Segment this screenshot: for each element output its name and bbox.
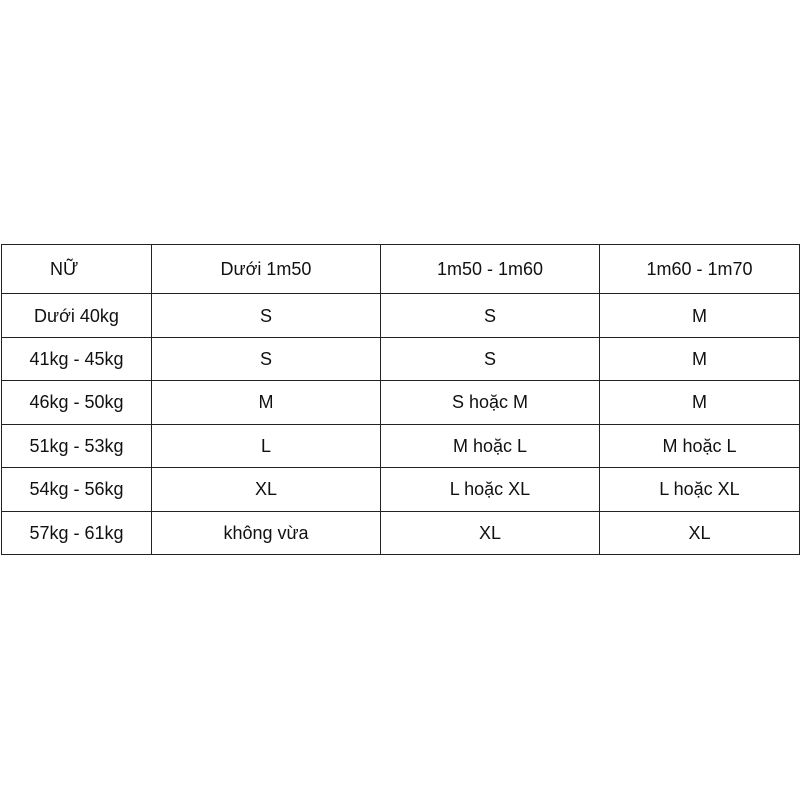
size-cell: S [152,294,381,337]
column-header-height-150-160: 1m50 - 1m60 [381,245,600,294]
row-label-weight: 46kg - 50kg [2,381,152,424]
row-label-weight: 54kg - 56kg [2,468,152,511]
row-label-weight: Dưới 40kg [2,294,152,337]
column-header-height-under-150: Dưới 1m50 [152,245,381,294]
row-label-weight: 51kg - 53kg [2,424,152,467]
column-header-height-160-170: 1m60 - 1m70 [600,245,800,294]
size-cell: S hoặc M [381,381,600,424]
row-label-weight: 41kg - 45kg [2,337,152,380]
size-cell: S [381,337,600,380]
row-label-weight: 57kg - 61kg [2,511,152,555]
size-cell: XL [600,511,800,555]
table-row [2,294,800,337]
size-cell: XL [152,468,381,511]
table-row [2,468,800,511]
table-row [2,511,800,555]
size-cell: L hoặc XL [381,468,600,511]
size-cell: L hoặc XL [600,468,800,511]
table-row [2,337,800,380]
table-header-row [2,245,800,294]
size-cell: M [600,381,800,424]
size-chart-table [1,244,800,555]
size-cell: XL [381,511,600,555]
size-cell: S [152,337,381,380]
size-cell: S [381,294,600,337]
table-row [2,424,800,467]
size-cell: M [600,294,800,337]
corner-label: NỮ [2,245,152,294]
size-cell: M hoặc L [600,424,800,467]
size-cell: M [152,381,381,424]
size-cell: không vừa [152,511,381,555]
size-cell: M [600,337,800,380]
size-cell: M hoặc L [381,424,600,467]
size-cell: L [152,424,381,467]
table-row [2,381,800,424]
